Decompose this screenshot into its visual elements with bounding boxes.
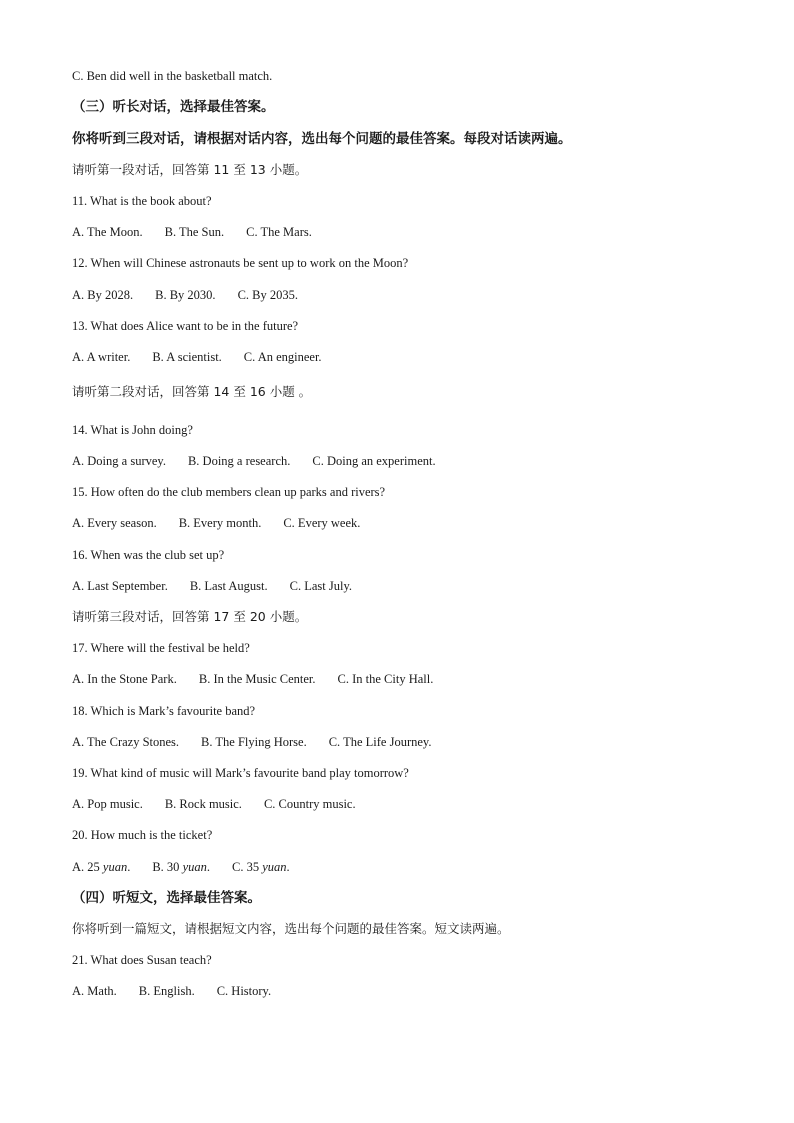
option-c: C. By 2035.: [237, 288, 298, 302]
options-15: [72, 515, 360, 531]
option-a: A. Last September.: [72, 579, 168, 593]
section3-heading: （三）听长对话，选择最佳答案。: [72, 99, 275, 115]
question-16: 16. When was the club set up?: [72, 548, 225, 562]
option-a: A. Every season.: [72, 516, 157, 530]
option-c: C. Country music.: [263, 797, 356, 811]
option-c: C. The Mars.: [246, 225, 312, 239]
option-b: B. Rock music.: [164, 797, 242, 811]
option-b: B. Doing a research.: [187, 454, 291, 468]
options-13: [72, 349, 322, 365]
question-15: 15. How often do the club members clean up parks and rivers?: [72, 485, 386, 499]
option-c: C. The Life Journey.: [328, 735, 432, 749]
section4-instruction: 你将听到一篇短文，请根据短文内容，选出每个问题的最佳答案。短文读两遍。: [72, 921, 510, 936]
options-19: [72, 796, 356, 812]
option-b: B. English.: [138, 984, 195, 998]
option-b: B. The Sun.: [164, 225, 225, 239]
option-a: [72, 859, 130, 875]
option-b: [152, 859, 210, 875]
option-b-period: .: [206, 860, 210, 874]
dialogue1-intro: 请听第一段对话，回答第 11 至 13 小题。: [72, 162, 308, 177]
option-b: B. The Flying Horse.: [201, 735, 307, 749]
option-c: C. History.: [216, 984, 272, 998]
options-21: [72, 983, 271, 999]
question-20: 20. How much is the ticket?: [72, 828, 213, 842]
option-c-unit: yuan: [262, 860, 287, 874]
option-a: A. Pop music.: [72, 797, 143, 811]
question-13: 13. What does Alice want to be in the future?: [72, 319, 299, 333]
option-c: C. Last July.: [289, 579, 353, 593]
option-a: A. In the Stone Park.: [72, 672, 177, 686]
option-b: B. Every month.: [178, 516, 262, 530]
option-a: A. A writer.: [72, 350, 131, 364]
options-16: [72, 578, 352, 594]
option-c: C. In the City Hall.: [337, 672, 434, 686]
options-20: [72, 859, 290, 875]
options-14: [72, 453, 436, 469]
section4-heading: （四）听短文，选择最佳答案。: [72, 890, 261, 906]
question-19: 19. What kind of music will Mark’s favourite band play tomorrow?: [72, 766, 409, 780]
options-12: [72, 287, 298, 303]
option-b: B. In the Music Center.: [198, 672, 316, 686]
option-a: A. Doing a survey.: [72, 454, 166, 468]
question-18: 18. Which is Mark’s favourite band?: [72, 704, 256, 718]
option-c: C. Every week.: [283, 516, 361, 530]
option-a: A. By 2028.: [72, 288, 134, 302]
option-c: [232, 859, 290, 875]
option-c-period: .: [286, 860, 290, 874]
option-c-amount: C. 35: [232, 860, 263, 874]
option-a-amount: A. 25: [72, 860, 103, 874]
option-b-unit: yuan: [182, 860, 207, 874]
question-21: 21. What does Susan teach?: [72, 953, 212, 967]
option-c: C. Doing an experiment.: [312, 454, 436, 468]
options-11: [72, 224, 312, 240]
option-b-amount: B. 30: [152, 860, 183, 874]
option-a: A. Math.: [72, 984, 117, 998]
options-18: [72, 734, 431, 750]
option-c: C. An engineer.: [243, 350, 322, 364]
option-b: B. A scientist.: [152, 350, 222, 364]
option-b: B. By 2030.: [155, 288, 216, 302]
option-b: B. Last August.: [189, 579, 268, 593]
option-a-period: .: [127, 860, 131, 874]
option-c-carryover: C. Ben did well in the basketball match.: [72, 69, 273, 83]
question-11: 11. What is the book about?: [72, 194, 212, 208]
option-a-unit: yuan: [102, 860, 128, 874]
question-12: 12. When will Chinese astronauts be sent up to work on the Moon?: [72, 256, 409, 270]
dialogue3-intro: 请听第三段对话，回答第 17 至 20 小题。: [72, 609, 308, 624]
section3-instruction: 你将听到三段对话，请根据对话内容，选出每个问题的最佳答案。每段对话读两遍。: [72, 131, 572, 147]
question-17: 17. Where will the festival be held?: [72, 641, 250, 655]
options-17: [72, 671, 433, 687]
dialogue2-intro: 请听第二段对话，回答第 14 至 16 小题 。: [72, 384, 312, 399]
option-a: A. The Crazy Stones.: [72, 735, 180, 749]
question-14: 14. What is John doing?: [72, 423, 193, 437]
option-a: A. The Moon.: [72, 225, 143, 239]
